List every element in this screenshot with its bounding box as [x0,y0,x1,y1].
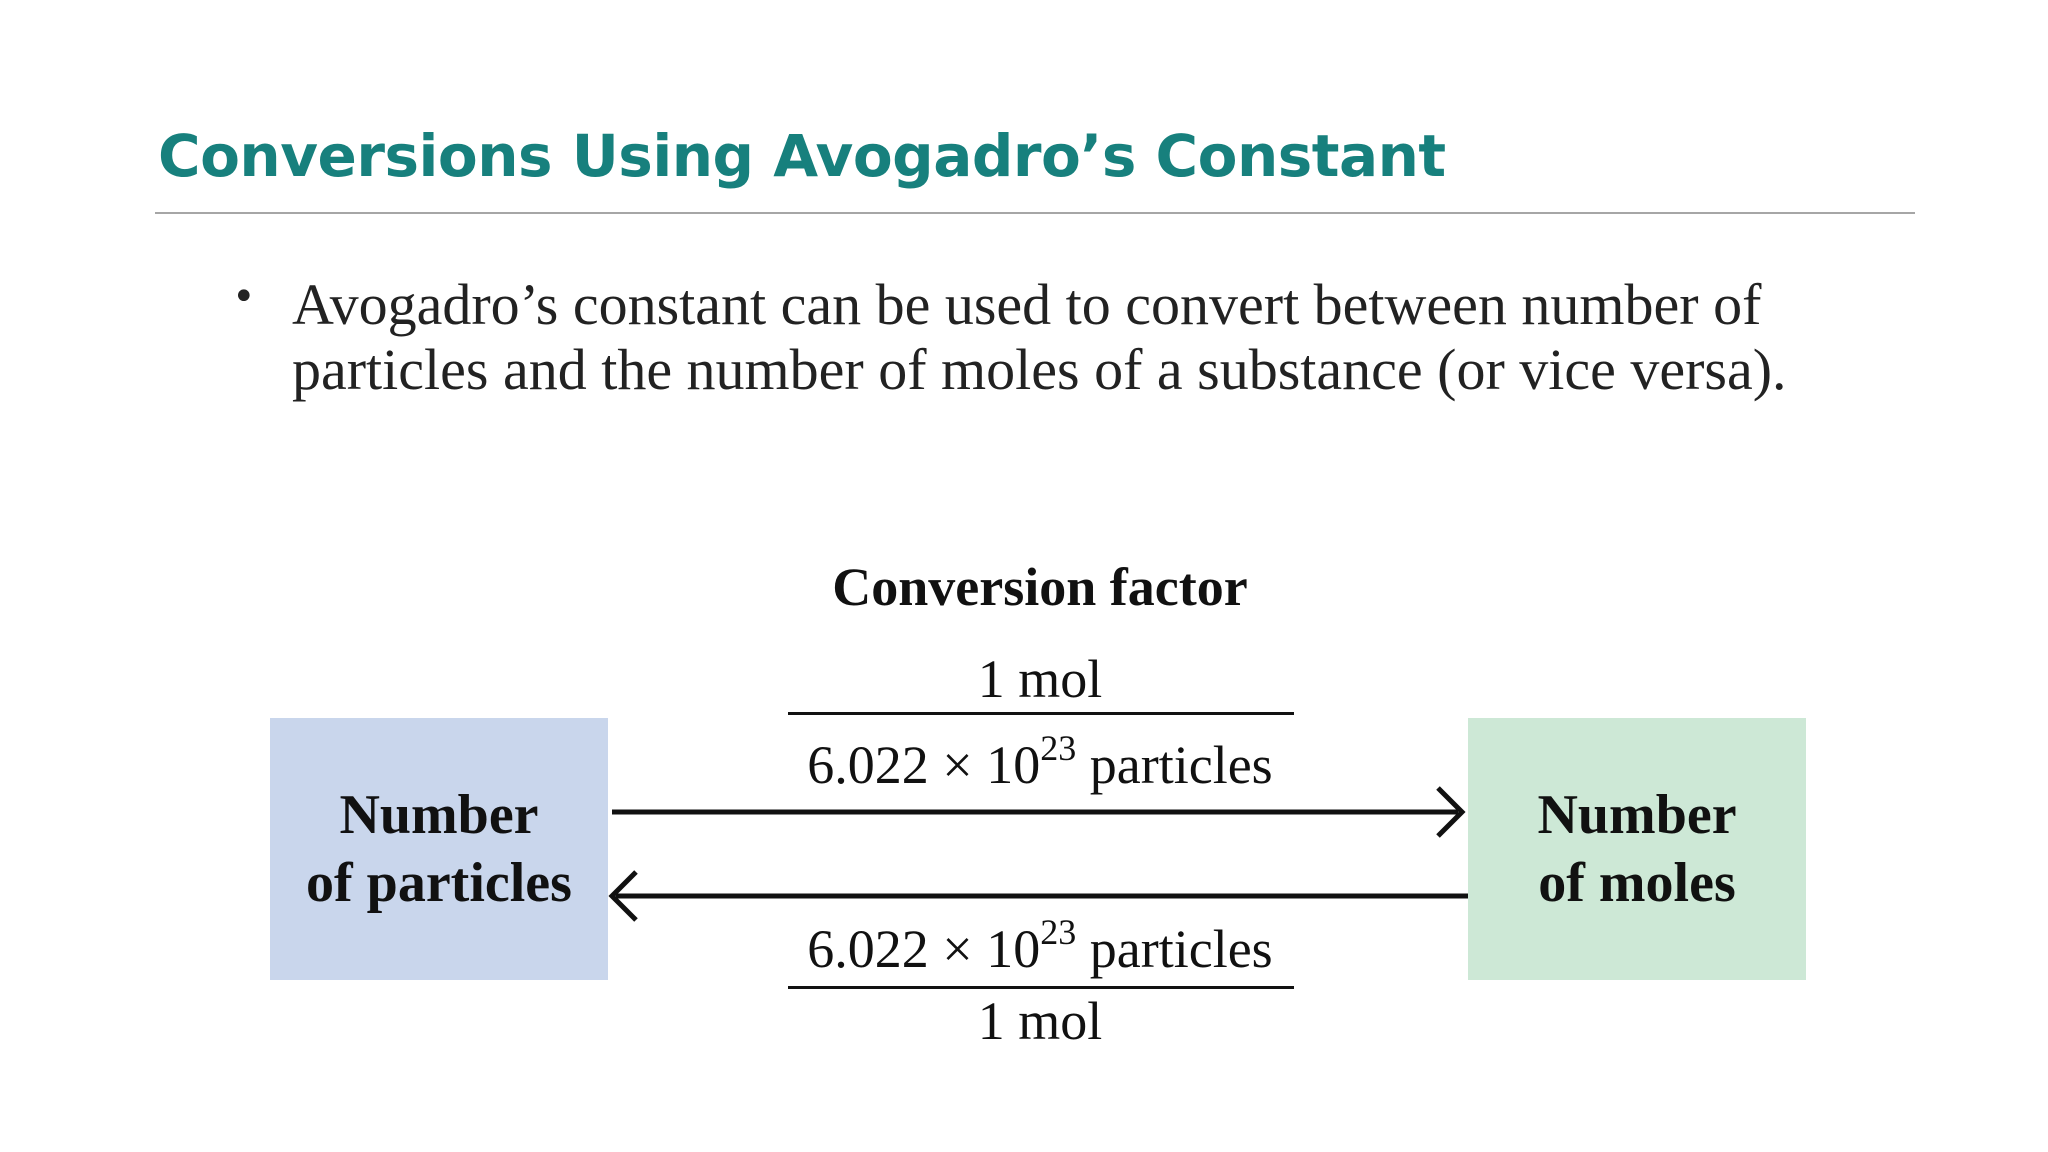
bullet-text: Avogadro’s constant can be used to convert between number of particles and the number of moles of a substance (or vice versa). [292,272,1787,402]
particles-box-line2: of particles [306,852,572,914]
particles-box-line1: Number [339,784,539,846]
forward-denominator-unit: particles [1076,735,1273,795]
slide-title: Conversions Using Avogadro’s Constant [158,122,1446,190]
reverse-numerator-exponent: 23 [1040,912,1077,952]
bullet-dot-icon: • [232,274,256,320]
forward-arrow-icon [612,788,1462,836]
forward-denominator-base: 6.022 × 10 [807,735,1041,795]
forward-factor-numerator: 1 mol [977,649,1103,709]
moles-box-line2: of moles [1538,852,1736,914]
moles-box-line1: Number [1537,784,1737,846]
forward-denominator-exponent: 23 [1040,728,1077,768]
reverse-arrow-icon [612,872,1468,920]
reverse-numerator-base: 6.022 × 10 [807,919,1041,979]
conversion-factor-label: Conversion factor [832,557,1248,617]
reverse-numerator-unit: particles [1076,919,1273,979]
reverse-factor-denominator: 1 mol [977,991,1103,1051]
